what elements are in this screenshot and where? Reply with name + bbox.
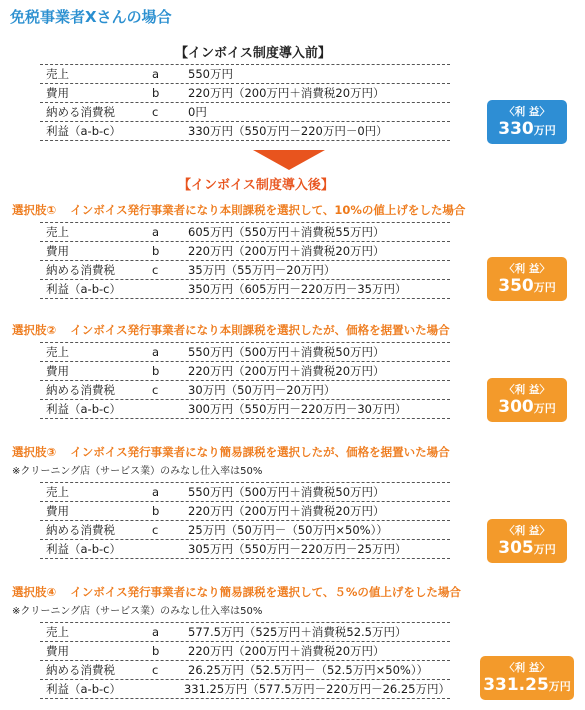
row-code: b: [152, 244, 160, 258]
badge-unit: 万円: [533, 281, 556, 294]
before-table: [40, 64, 450, 141]
row-item: 利益（a-b-c）: [46, 402, 121, 416]
table-row: [40, 540, 450, 559]
row-item: 利益（a-b-c）: [46, 282, 121, 296]
table-row: [40, 381, 450, 400]
row-code: a: [152, 625, 160, 639]
profit-badge-before: [487, 100, 567, 144]
table-row: [40, 623, 450, 642]
option-text: インボイス発行事業者になり本則課税を選択したが、価格を据置いた場合: [70, 323, 450, 337]
table-row: [40, 400, 450, 419]
badge-label: 〈利 益〉: [504, 662, 550, 674]
profit-badge-option-4: [480, 656, 574, 700]
option-title: [12, 584, 461, 600]
badge-unit: 万円: [533, 124, 556, 137]
profit-badge-option-3: [487, 519, 567, 563]
row-item: 売上: [46, 225, 69, 239]
after-heading: 【インボイス制度導入後】: [178, 178, 334, 193]
row-item: 利益（a-b-c）: [46, 124, 121, 138]
row-item: 費用: [46, 644, 69, 658]
row-value: 605万円（550万円＋消費税55万円）: [188, 225, 385, 239]
row-value: 26.25万円（52.5万円－（52.5万円×50%））: [188, 663, 429, 677]
table-row: [40, 343, 450, 362]
badge-value: 350: [498, 276, 534, 296]
badge-label: 〈利 益〉: [504, 263, 550, 275]
table-row: [40, 483, 450, 502]
badge-value: 330: [498, 119, 534, 139]
row-value: 220万円（200万円＋消費税20万円）: [188, 86, 385, 100]
badge-unit: 万円: [533, 402, 556, 415]
option-4-table: [40, 622, 450, 699]
row-value: 0円: [188, 105, 207, 119]
row-item: 売上: [46, 345, 69, 359]
table-row: [40, 122, 450, 141]
badge-value: 331.25: [483, 675, 549, 695]
table-row: [40, 680, 450, 699]
option-note: ※クリーニング店（サービス業）のみなし仕入率は50%: [12, 606, 263, 617]
row-code: c: [152, 105, 159, 119]
row-value: 220万円（200万円＋消費税20万円）: [188, 364, 385, 378]
table-row: [40, 280, 450, 299]
option-note: ※クリーニング店（サービス業）のみなし仕入率は50%: [12, 466, 263, 477]
badge-value: 300: [498, 397, 534, 417]
table-row: [40, 84, 450, 103]
row-code: b: [152, 364, 160, 378]
table-row: [40, 65, 450, 84]
row-value: 220万円（200万円＋消費税20万円）: [188, 504, 385, 518]
row-code: c: [152, 523, 159, 537]
row-value: 350万円（605万円－220万円－35万円）: [188, 282, 407, 296]
option-text: インボイス発行事業者になり簡易課税を選択して、５%の値上げをした場合: [70, 585, 461, 599]
row-code: c: [152, 263, 159, 277]
option-title: [12, 444, 450, 460]
row-value: 25万円（50万円－（50万円×50%））: [188, 523, 388, 537]
row-value: 220万円（200万円＋消費税20万円）: [188, 244, 385, 258]
row-value: 305万円（550万円－220万円－25万円）: [188, 542, 407, 556]
row-item: 納める消費税: [46, 383, 115, 397]
option-3-table: [40, 482, 450, 559]
row-item: 利益（a-b-c）: [46, 542, 121, 556]
row-value: 30万円（50万円－20万円）: [188, 383, 336, 397]
row-item: 納める消費税: [46, 663, 115, 677]
option-1-table: [40, 222, 450, 299]
table-row: [40, 103, 450, 122]
row-code: a: [152, 485, 160, 499]
option-text: インボイス発行事業者になり簡易課税を選択したが、価格を据置いた場合: [70, 445, 450, 459]
row-code: c: [152, 383, 159, 397]
option-title: [12, 322, 450, 338]
badge-unit: 万円: [533, 543, 556, 556]
badge-label: 〈利 益〉: [504, 106, 550, 118]
row-code: b: [152, 504, 160, 518]
option-text: インボイス発行事業者になり本則課税を選択して、10%の値上げをした場合: [70, 203, 466, 217]
row-value: 577.5万円（525万円＋消費税52.5万円）: [188, 625, 407, 639]
row-item: 納める消費税: [46, 523, 115, 537]
row-item: 費用: [46, 364, 69, 378]
profit-badge-option-2: [487, 378, 567, 422]
row-value: 300万円（550万円－220万円－30万円）: [188, 402, 407, 416]
row-code: a: [152, 345, 160, 359]
row-item: 売上: [46, 625, 69, 639]
row-value: 220万円（200万円＋消費税20万円）: [188, 644, 385, 658]
row-item: 費用: [46, 86, 69, 100]
table-row: [40, 223, 450, 242]
row-value: 331.25万円（577.5万円－220万円－26.25万円）: [183, 682, 450, 696]
badge-unit: 万円: [548, 680, 571, 693]
badge-value: 305: [498, 538, 534, 558]
option-2-table: [40, 342, 450, 419]
row-item: 費用: [46, 504, 69, 518]
row-item: 売上: [46, 67, 69, 81]
row-value: 550万円: [188, 67, 233, 81]
row-code: b: [152, 644, 160, 658]
row-value: 330万円（550万円－220万円－0円）: [188, 124, 388, 138]
row-code: b: [152, 86, 160, 100]
option-label: 選択肢①: [12, 203, 57, 217]
page-title: 免税事業者Xさんの場合: [10, 8, 172, 26]
row-value: 550万円（500万円＋消費税50万円）: [188, 345, 385, 359]
option-title: [12, 202, 465, 218]
down-arrow-icon: [253, 150, 325, 170]
row-item: 利益（a-b-c）: [46, 682, 121, 696]
table-row: [40, 502, 450, 521]
table-row: [40, 261, 450, 280]
row-value: 550万円（500万円＋消費税50万円）: [188, 485, 385, 499]
table-row: [40, 242, 450, 261]
table-row: [40, 521, 450, 540]
row-item: 売上: [46, 485, 69, 499]
row-item: 納める消費税: [46, 263, 115, 277]
table-row: [40, 661, 450, 680]
row-code: c: [152, 663, 159, 677]
row-value: 35万円（55万円－20万円）: [188, 263, 336, 277]
profit-badge-option-1: [487, 257, 567, 301]
table-row: [40, 642, 450, 661]
before-heading: 【インボイス制度導入前】: [175, 46, 331, 61]
row-item: 納める消費税: [46, 105, 115, 119]
row-code: a: [152, 67, 160, 81]
option-label: 選択肢③: [12, 445, 57, 459]
row-item: 費用: [46, 244, 69, 258]
badge-label: 〈利 益〉: [504, 384, 550, 396]
option-label: 選択肢②: [12, 323, 57, 337]
table-row: [40, 362, 450, 381]
option-label: 選択肢④: [12, 585, 57, 599]
badge-label: 〈利 益〉: [504, 525, 550, 537]
row-code: a: [152, 225, 160, 239]
